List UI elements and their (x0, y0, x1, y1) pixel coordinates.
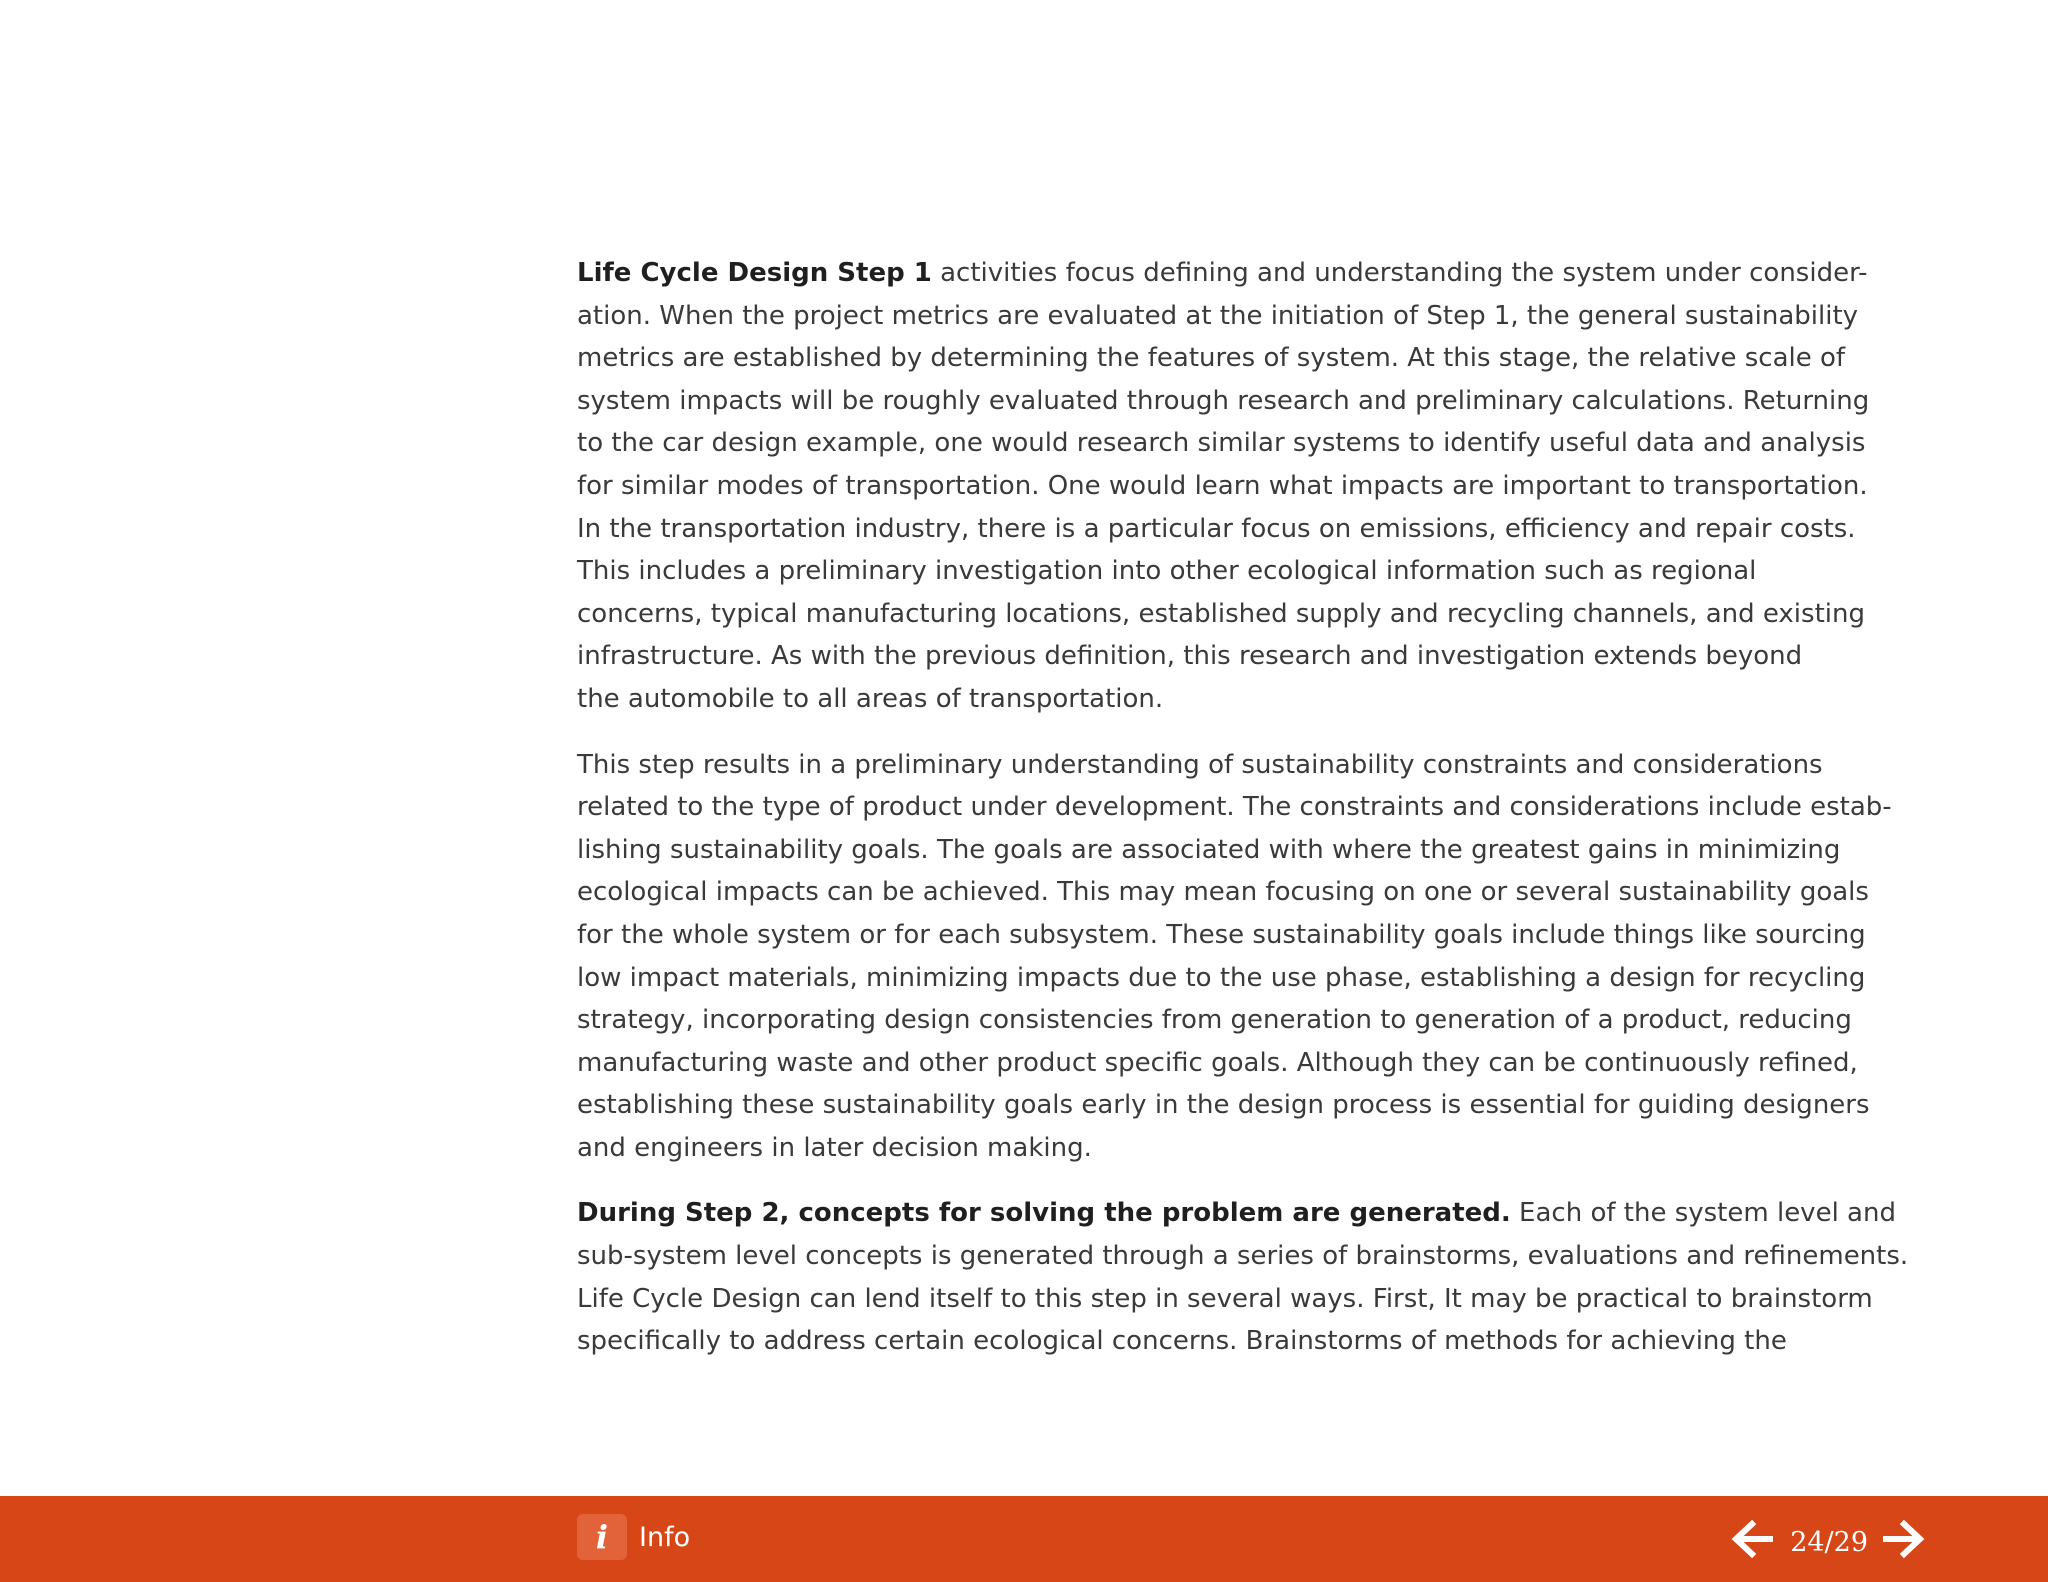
text-line: ecological impacts can be achieved. This may mean focusing on one or several sustainability goals (577, 877, 1869, 908)
page-counter: 24/29 (1790, 1526, 1868, 1558)
info-button[interactable] (577, 1513, 690, 1561)
main-content (577, 252, 1909, 1386)
text-line: for similar modes of transportation. One would learn what impacts are important to transportation. (577, 470, 1868, 501)
paragraph-constraints (577, 744, 1892, 1170)
page-navigation (1730, 1514, 1926, 1564)
arrow-right-icon[interactable] (1882, 1519, 1926, 1559)
text-line: the automobile to all areas of transportation. (577, 683, 1164, 714)
text-line: to the car design example, one would research similar systems to identify useful data and analysis (577, 428, 1866, 459)
info-label: Info (639, 1521, 691, 1553)
text-line: strategy, incorporating design consistencies from generation to generation of a product, reducing (577, 1005, 1852, 1036)
text-line: related to the type of product under development. The constraints and considerations include estab- (577, 792, 1892, 823)
paragraph-heading: During Step 2, concepts for solving the problem are generated. (577, 1198, 1511, 1229)
text-line: In the transportation industry, there is a particular focus on emissions, efficiency and repair costs. (577, 513, 1856, 544)
text-line (577, 252, 1867, 295)
info-icon: i (577, 1514, 627, 1560)
text-line: and engineers in later decision making. (577, 1132, 1092, 1163)
paragraph-heading: Life Cycle Design Step 1 (577, 258, 932, 288)
text-line: low impact materials, minimizing impacts due to the use phase, establishing a design for recycling (577, 962, 1866, 993)
text-line: concerns, typical manufacturing locations, established supply and recycling channels, and existing (577, 598, 1865, 629)
text-line: establishing these sustainability goals early in the design process is essential for guiding designers (577, 1090, 1870, 1121)
text-line-tail: activities focus defining and understanding the system under consider- (931, 258, 1868, 288)
footer-bar (0, 1496, 2048, 1582)
paragraph-step-1 (577, 252, 1870, 721)
text-line: Life Cycle Design can lend itself to this step in several ways. First, It may be practical to brainstorm (577, 1283, 1873, 1314)
text-line (577, 1192, 1896, 1235)
text-line: lishing sustainability goals. The goals are associated with where the greatest gains in minimizing (577, 834, 1841, 865)
text-line: for the whole system or for each subsystem. These sustainability goals include things like sourcing (577, 919, 1866, 950)
arrow-left-icon[interactable] (1730, 1519, 1774, 1559)
text-line: This step results in a preliminary understanding of sustainability constraints and considerations (577, 749, 1823, 780)
text-line: system impacts will be roughly evaluated through research and preliminary calculations. Returning (577, 385, 1870, 416)
text-line: infrastructure. As with the previous definition, this research and investigation extends beyond (577, 641, 1803, 672)
text-line: metrics are established by determining the features of system. At this stage, the relative scale of (577, 343, 1846, 374)
text-line: sub-system level concepts is generated through a series of brainstorms, evaluations and refinements. (577, 1241, 1909, 1272)
text-line: manufacturing waste and other product specific goals. Although they can be continuously refined, (577, 1047, 1858, 1078)
text-line-tail: Each of the system level and (1510, 1198, 1896, 1229)
paragraph-step-2 (577, 1192, 1909, 1362)
text-line: specifically to address certain ecological concerns. Brainstorms of methods for achieving the (577, 1326, 1787, 1357)
text-line: ation. When the project metrics are evaluated at the initiation of Step 1, the general sustainability (577, 300, 1859, 331)
text-line: This includes a preliminary investigation into other ecological information such as regional (577, 556, 1757, 587)
